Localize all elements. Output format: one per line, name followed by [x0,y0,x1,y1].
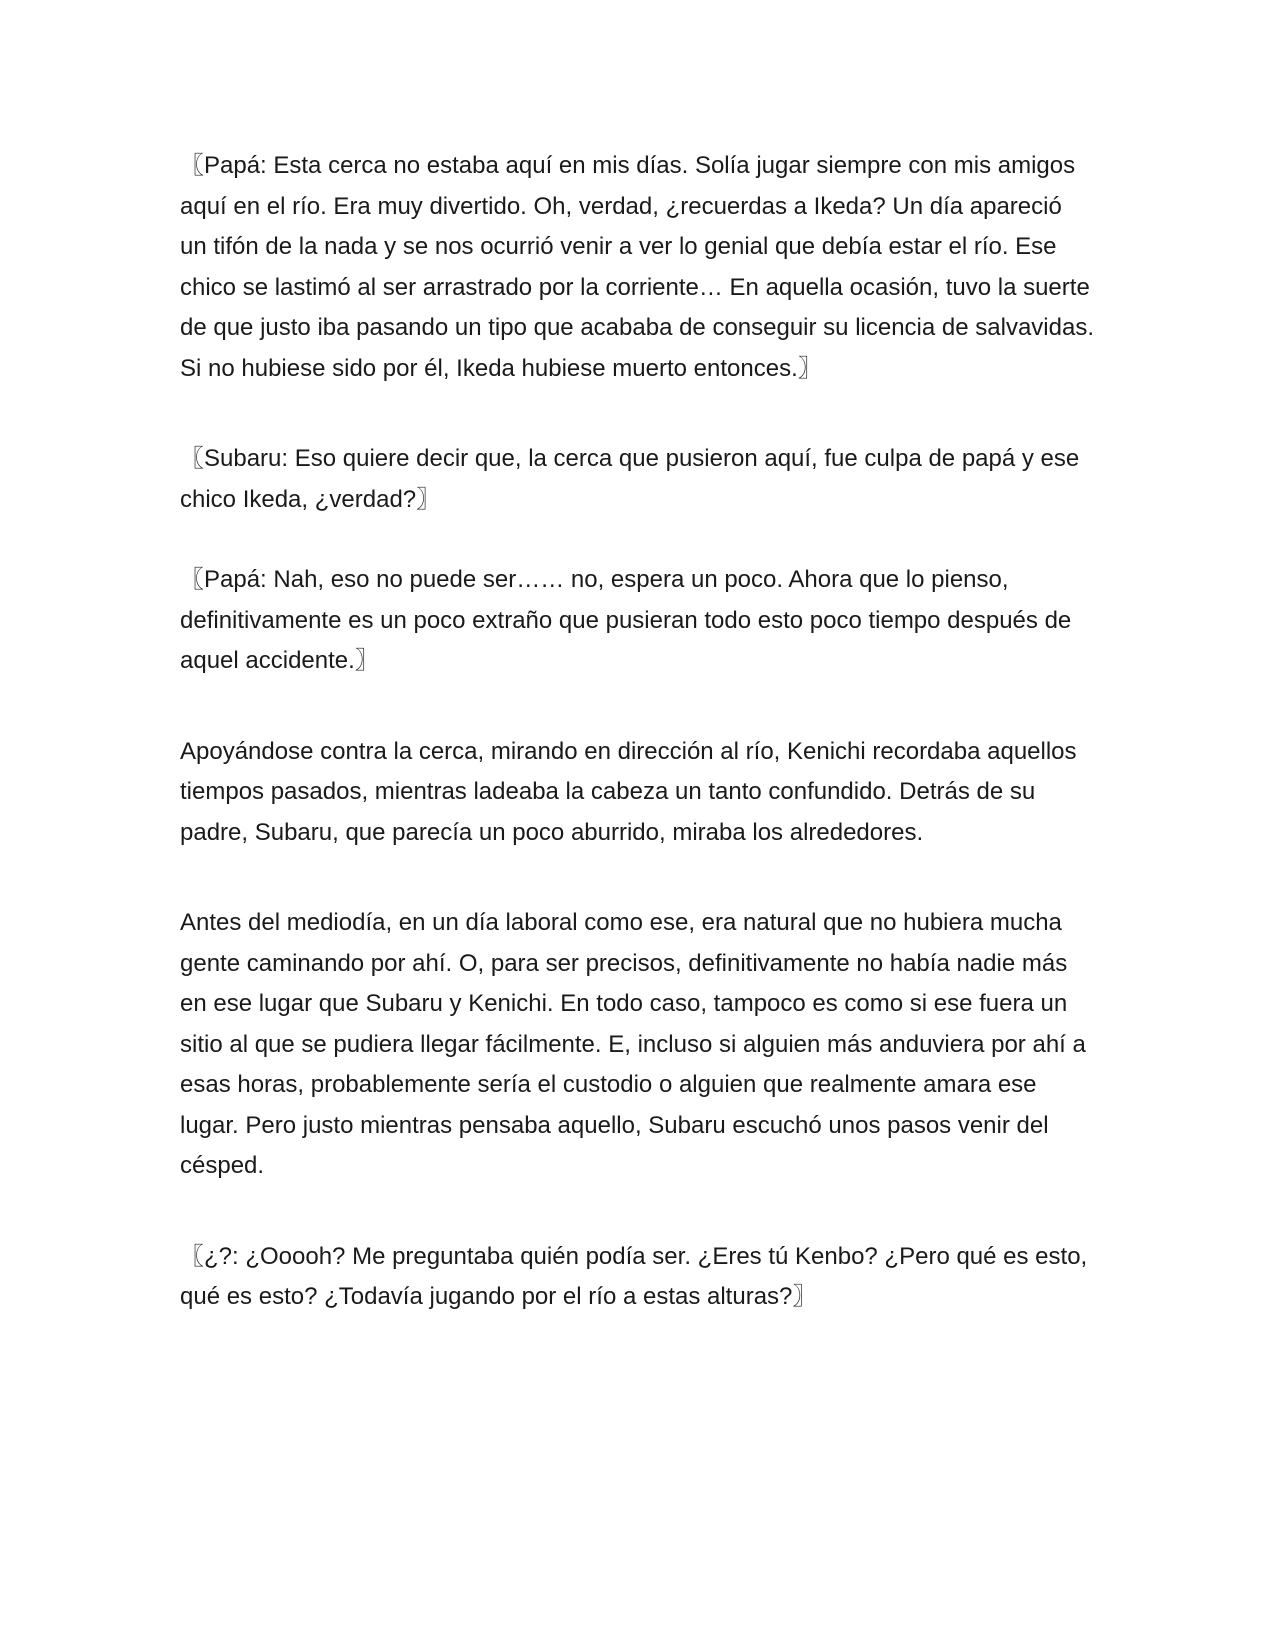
dialogue-paragraph-subaru: 〖Subaru: Eso quiere decir que, la cerca que pusieron aquí, fue culpa de papá y ese chico Ikeda, ¿verdad?〗 [180,445,1080,513]
dialogue-paragraph-papa-1: 〖Papá: Esta cerca no estaba aquí en mis días. Solía jugar siempre con mis amigos aquí en el río. Era muy divertido. Oh, verdad, ¿recuerdas a Ikeda? Un día apareció un tifón de la nada y se nos ocurrió venir a ver lo genial que debía estar el río. Ese chico se lastimó al ser arrastrado por la corriente… En aquella ocasión, tuvo la suerte de que justo iba pasando un tipo que acababa de conseguir su licencia de salvavidas. Si no hubiese sido por él, Ikeda hubiese muerto entonces.〗 [180,152,1094,382]
narration-paragraph-1: Apoyándose contra la cerca, mirando en dirección al río, Kenichi recordaba aquellos tiempos pasados, mientras ladeaba la cabeza un tanto confundido. Detrás de su padre, Subaru, que parecía un poco aburrido, miraba los alrededores. [180,737,1077,846]
dialogue-paragraph-papa-2: 〖Papá: Nah, eso no puede ser…… no, espera un poco. Ahora que lo pienso, definitivamente es un poco extraño que pusieran todo esto poco tiempo después de aquel accidente.〗 [180,566,1072,674]
dialogue-paragraph-stranger: 〖¿?: ¿Ooooh? Me preguntaba quién podía ser. ¿Eres tú Kenbo? ¿Pero qué es esto, qué es esto? ¿Todavía jugando por el río a estas alturas?〗 [180,1242,1088,1310]
document-page [180,146,1095,1318]
narration-paragraph-2: Antes del mediodía, en un día laboral como ese, era natural que no hubiera mucha gente caminando por ahí. O, para ser precisos, definitivamente no había nadie más en ese lugar que Subaru y Kenichi. En todo caso, tampoco es como si ese fuera un sitio al que se pudiera llegar fácilmente. E, incluso si alguien más anduviera por ahí a esas horas, probablemente sería el custodio o alguien que realmente amara ese lugar. Pero justo mientras pensaba aquello, Subaru escuchó unos pasos venir del césped. [180,909,1086,1179]
